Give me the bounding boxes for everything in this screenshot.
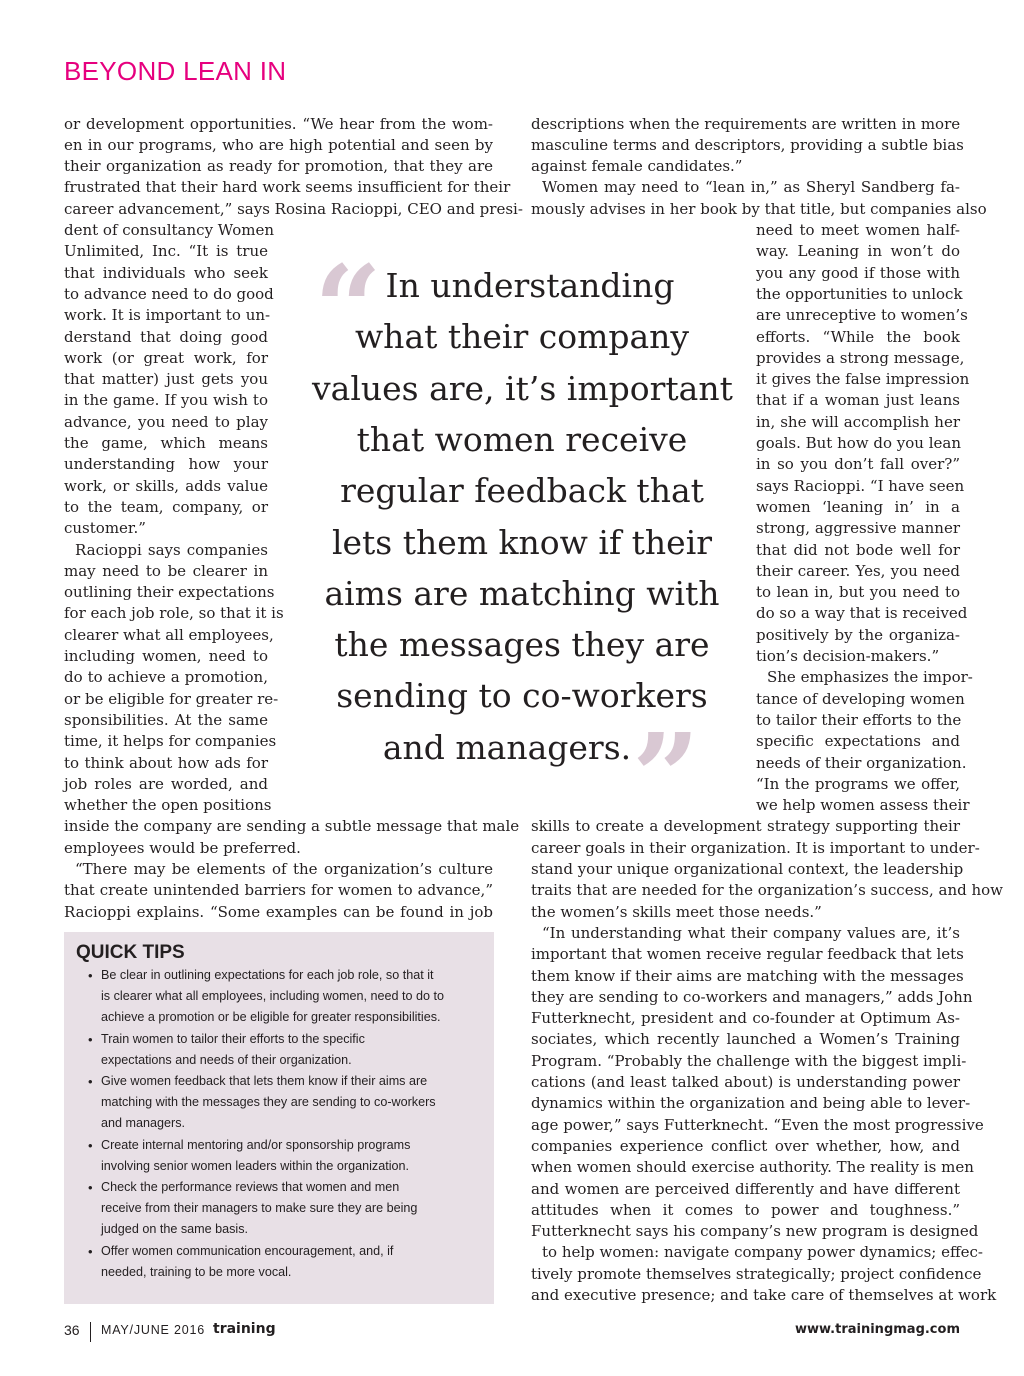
section-title: BEYOND LEAN IN xyxy=(64,56,287,86)
body-text-line: skills to create a development strategy supporting their xyxy=(531,817,960,836)
body-text-line: that matter) just gets you xyxy=(64,370,268,389)
issue-date: MAY/JUNE 2016 xyxy=(101,1323,205,1337)
pull-quote-line: sending to co-workers xyxy=(336,676,708,716)
body-text-line: cations (and least talked about) is understanding power xyxy=(531,1073,960,1091)
body-text-line: says Racioppi. “I have seen xyxy=(756,476,965,495)
body-text-line: the women’s skills meet those needs.” xyxy=(531,902,822,921)
body-text-line: for each job role, so that it is xyxy=(64,604,284,623)
body-text-line: against female candidates.” xyxy=(531,157,743,176)
body-text-line: inside the company are sending a subtle message that male xyxy=(64,817,520,836)
footer-divider xyxy=(90,1322,91,1342)
body-text-line: tance of developing women xyxy=(756,689,965,708)
pull-quote-line: aims are matching with xyxy=(324,573,720,613)
quick-tips-title: QUICK TIPS xyxy=(76,942,185,963)
body-text-line: job roles are worded, and xyxy=(64,774,268,793)
magazine-name: training xyxy=(213,1321,276,1337)
page-number: 36 xyxy=(64,1322,80,1338)
body-text-line: clearer what all employees, xyxy=(64,625,274,644)
body-text-line: that if a woman just leans xyxy=(756,391,960,410)
body-text-line: Unlimited, Inc. “It is true xyxy=(64,242,268,261)
body-text-line: employees would be preferred. xyxy=(64,838,301,857)
body-text-line: Program. “Probably the challenge with the biggest impli- xyxy=(531,1051,967,1070)
quick-tip-line: Offer women communication encouragement, and, if xyxy=(101,1243,394,1258)
bullet-icon: • xyxy=(88,1031,93,1047)
body-text-line: dynamics within the organization and being able to lever- xyxy=(531,1094,971,1113)
pull-quote-line: what their company xyxy=(354,317,690,357)
body-text-line: outlining their expectations xyxy=(64,583,275,602)
pull-quote-line: regular feedback that xyxy=(340,471,704,511)
open-quote-icon: “ xyxy=(314,239,382,378)
body-text-line: to tailor their efforts to the xyxy=(756,710,962,729)
body-text-line: stand your unique organizational context, the leadership xyxy=(531,860,964,878)
body-text-line: them know if their aims are matching with the messages xyxy=(531,966,964,985)
body-text-line: to help women: navigate company power dynamics; effec- xyxy=(542,1243,983,1262)
body-text-line: Racioppi says companies xyxy=(75,540,268,559)
body-text-line: work, or skills, adds value xyxy=(64,476,268,495)
body-text-line: time, it helps for companies xyxy=(64,732,277,751)
body-text-line: understanding how your xyxy=(64,455,268,474)
quick-tip-line: is clearer what all employees, including women, need to do to xyxy=(101,989,445,1004)
body-text-line: are unreceptive to women’s xyxy=(756,306,968,325)
body-text-line: that create unintended barriers for women to advance,” xyxy=(64,881,493,900)
bullet-icon: • xyxy=(88,1074,93,1089)
body-text-line: women ‘leaning in’ in a xyxy=(756,497,960,516)
body-text-line: positively by the organiza- xyxy=(756,625,960,644)
pull-quote xyxy=(312,239,733,846)
bullet-icon: • xyxy=(88,968,93,983)
body-text-line: needs of their organization. xyxy=(756,753,967,772)
quick-tip-line: involving senior women leaders within the organization. xyxy=(101,1158,410,1173)
quick-tip-line: judged on the same basis. xyxy=(101,1222,249,1237)
body-text-line: way. Leaning in won’t do xyxy=(756,242,960,261)
body-text-line: their career. Yes, you need xyxy=(756,561,960,580)
body-text-line: customer.” xyxy=(64,519,146,538)
pull-quote-line: values are, it’s important xyxy=(312,368,733,408)
pull-quote-line: In understanding xyxy=(385,266,675,305)
quick-tip-line: expectations and needs of their organization. xyxy=(101,1052,352,1067)
body-text-line: mously advises in her book by that title, but companies also xyxy=(531,199,987,218)
quick-tip-line: needed, training to be more vocal. xyxy=(101,1264,292,1279)
body-text-line: and women are perceived differently and have different xyxy=(531,1179,960,1198)
body-text-line: goals. But how do you lean xyxy=(756,434,961,452)
quick-tip-line: matching with the messages they are sending to co-workers xyxy=(101,1095,436,1110)
body-text-line: to lean in, but you need to xyxy=(756,583,960,602)
body-text-line: or development opportunities. “We hear from the wom- xyxy=(64,114,493,133)
body-text-line: Futterknecht, president and co-founder at Optimum As- xyxy=(531,1009,960,1028)
body-text-line: in the game. If you wish to xyxy=(64,391,268,410)
body-text-line: She emphasizes the impor- xyxy=(767,668,973,687)
quick-tips-box xyxy=(64,932,494,1304)
pull-quote-line: lets them know if their xyxy=(331,522,713,562)
body-text-line: they are sending to co-workers and managers,” adds John xyxy=(531,987,973,1006)
body-text-line: including women, need to xyxy=(64,647,268,665)
body-text-line: specific expectations and xyxy=(756,732,960,751)
body-text-line: “There may be elements of the organization’s culture xyxy=(75,860,493,878)
body-text-line: to the team, company, or xyxy=(64,497,268,516)
body-text-line: efforts. “While the book xyxy=(756,327,960,346)
bullet-icon: • xyxy=(88,1137,93,1153)
body-text-line: tion’s decision-makers.” xyxy=(756,647,940,665)
pull-quote-line: that women receive xyxy=(356,419,688,459)
body-text-line: Racioppi explains. “Some examples can be found in job xyxy=(64,902,493,921)
body-text-line: whether the open positions xyxy=(64,796,272,815)
body-text-line: do so a way that is received xyxy=(756,604,968,623)
body-text-line: we help women assess their xyxy=(756,796,970,815)
bullet-icon: • xyxy=(88,1243,93,1259)
body-text-line: sociates, which recently launched a Women’s Training xyxy=(531,1030,960,1049)
body-text-line: important that women receive regular feedback that lets xyxy=(531,945,964,964)
body-text-line: traits that are needed for the organization’s success, and how xyxy=(531,881,1004,900)
body-text-line: Futterknecht says his company’s new program is designed xyxy=(531,1222,979,1241)
body-text-line: frustrated that their hard work seems insufficient for their xyxy=(64,178,511,197)
quick-tip-line: Train women to tailor their efforts to the specific xyxy=(101,1031,365,1046)
body-text-line: the opportunities to unlock xyxy=(756,284,963,303)
body-text-line: that individuals who seek xyxy=(64,263,268,282)
body-text-line: derstand that doing good xyxy=(64,327,268,346)
body-text-line: attitudes when it comes to power and toughness.” xyxy=(531,1200,960,1219)
body-text-line: their organization as ready for promotion, that they are xyxy=(64,157,493,176)
close-quote-icon: ” xyxy=(632,707,700,846)
quick-tip-line: Be clear in outlining expectations for each job role, so that it xyxy=(101,968,434,982)
quick-tip-line: Check the performance reviews that women and men xyxy=(101,1180,400,1194)
quick-tip-line: achieve a promotion or be eligible for greater responsibilities. xyxy=(101,1010,441,1025)
body-text-line: descriptions when the requirements are written in more xyxy=(531,114,961,133)
body-text-line: or be eligible for greater re- xyxy=(64,689,279,708)
body-text-line: en in our programs, who are high potential and seen by xyxy=(64,135,493,154)
quick-tip-line: and managers. xyxy=(101,1116,186,1131)
body-text-line: to think about how ads for xyxy=(64,753,268,772)
body-text-line: career advancement,” says Rosina Racioppi, CEO and presi- xyxy=(64,199,523,218)
body-text-line: do to achieve a promotion, xyxy=(64,668,268,687)
body-text-line: companies experience conflict over whether, how, and xyxy=(531,1136,960,1155)
body-text-line: that did not bode well for xyxy=(756,540,960,559)
body-text-line: in so you don’t fall over?” xyxy=(756,455,960,474)
body-text-line: you any good if those with xyxy=(756,263,960,282)
body-text-line: work (or great work, for xyxy=(64,348,268,367)
quick-tip-line: receive from their managers to make sure they are being xyxy=(101,1201,418,1216)
body-text-line: dent of consultancy Women xyxy=(64,221,274,239)
body-text-line: work. It is important to un- xyxy=(64,306,271,325)
bullet-icon: • xyxy=(88,1180,93,1195)
quick-tip-line: Give women feedback that lets them know if their aims are xyxy=(101,1074,428,1088)
body-text-line: advance, you need to play xyxy=(64,412,268,431)
body-text-line: “In the programs we offer, xyxy=(756,774,960,793)
body-text-line: when women should exercise authority. The reality is men xyxy=(531,1158,974,1177)
body-text-line: masculine terms and descriptors, providing a subtle bias xyxy=(531,135,964,154)
body-text-line: Women may need to “lean in,” as Sheryl Sandberg fa- xyxy=(542,178,960,197)
body-text-line: and executive presence; and take care of themselves at work xyxy=(531,1286,997,1304)
body-text-line: strong, aggressive manner xyxy=(756,519,960,538)
body-text-line: it gives the false impression xyxy=(756,370,970,389)
body-text-line: tively promote themselves strategically; project confidence xyxy=(531,1264,982,1283)
website-url: www.trainingmag.com xyxy=(794,1322,960,1337)
body-text-line: sponsibilities. At the same xyxy=(64,710,268,729)
body-text-line: may need to be clearer in xyxy=(64,561,268,580)
body-text-line: the game, which means xyxy=(64,434,268,452)
body-text-line: in, she will accomplish her xyxy=(756,412,960,431)
body-text-line: provides a strong message, xyxy=(756,348,965,367)
body-text-line: age power,” says Futterknecht. “Even the most progressive xyxy=(531,1115,984,1134)
body-text-line: “In understanding what their company values are, it’s xyxy=(542,923,960,942)
quick-tip-line: Create internal mentoring and/or sponsorship programs xyxy=(101,1137,411,1152)
body-text-line: need to meet women half- xyxy=(756,221,960,239)
body-text-line: to advance need to do good xyxy=(64,284,274,303)
pull-quote-line: and managers. xyxy=(382,727,632,767)
body-text-line: career goals in their organization. It is important to under- xyxy=(531,838,980,857)
pull-quote-line: the messages they are xyxy=(334,625,710,665)
